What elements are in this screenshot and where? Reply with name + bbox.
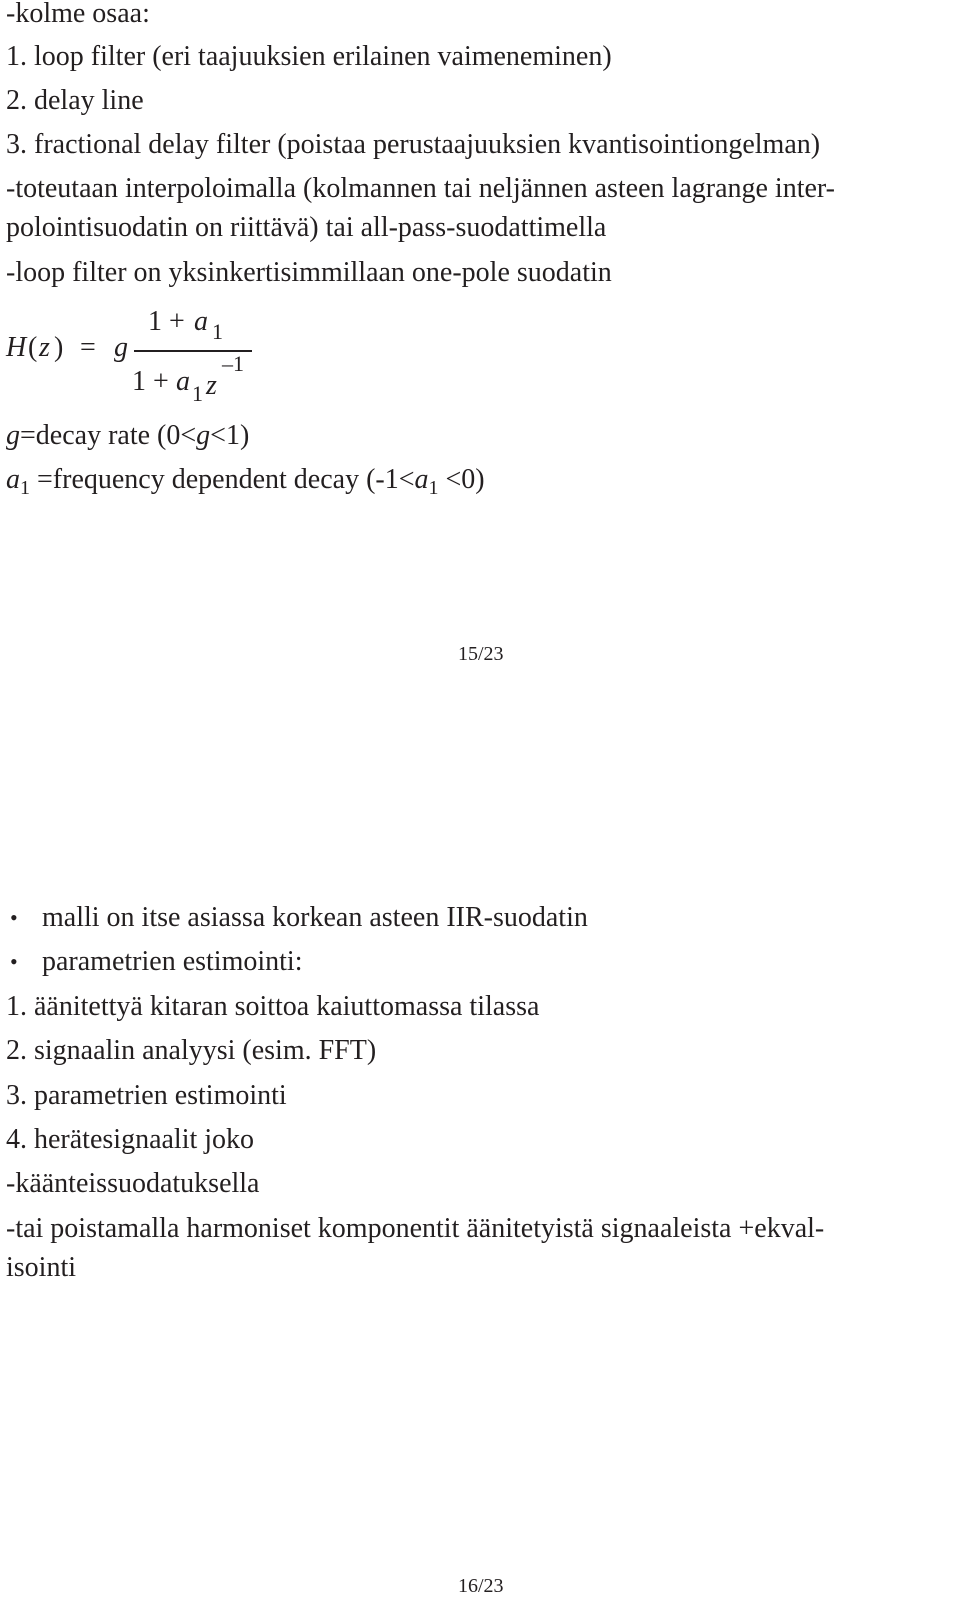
var-a-sub: 1 <box>428 477 439 499</box>
formula-denominator-z: z <box>206 370 217 401</box>
text-line: -kolme osaa: <box>6 0 150 29</box>
text-line: 1. loop filter (eri taajuuksien erilainen vaimeneminen) <box>6 41 612 72</box>
formula-g: g <box>114 332 128 363</box>
definition-text: <1) <box>210 420 250 451</box>
definition-a1 <box>6 464 485 498</box>
formula-z: z <box>39 332 50 363</box>
bullet-item: parametrien estimointi: <box>42 946 303 977</box>
var-a: a <box>414 464 429 495</box>
text-line: polointisuodatin on riittävä) tai all-pass-suodattimella <box>6 212 607 243</box>
formula-numerator-sub: 1 <box>212 319 223 344</box>
formula-denominator-exp: –1 <box>222 351 244 376</box>
formula-H: H <box>6 332 27 363</box>
transfer-function-formula <box>6 308 266 418</box>
formula-paren: ) <box>54 332 64 363</box>
bullet-icon: • <box>10 949 18 974</box>
definition-text: =decay rate (0< <box>20 420 197 451</box>
text-line: -käänteissuodatuksella <box>6 1168 260 1199</box>
definition-text: =frequency dependent decay (-1< <box>30 464 415 495</box>
formula-numerator-a: a <box>194 306 208 337</box>
formula-denominator-a: a <box>176 366 190 397</box>
formula-denominator-one: 1 + <box>132 366 169 397</box>
definition-text: <0) <box>438 464 485 495</box>
formula-numerator-one: 1 + <box>148 306 185 337</box>
text-line: 3. parametrien estimointi <box>6 1080 287 1111</box>
definition-g <box>6 420 249 452</box>
var-g: g <box>196 420 211 451</box>
var-a-sub: 1 <box>20 477 30 499</box>
text-line: isointi <box>6 1252 77 1283</box>
formula-paren: ( <box>28 332 38 363</box>
text-line: 1. äänitettyä kitaran soittoa kaiuttomassa tilassa <box>6 991 540 1022</box>
text-line: -toteutaan interpoloimalla (kolmannen tai neljännen asteen lagrange inter- <box>6 173 835 204</box>
text-line: -tai poistamalla harmoniset komponentit äänitetyistä signaaleista +ekval- <box>6 1213 825 1244</box>
text-line: 2. signaalin analyysi (esim. FFT) <box>6 1035 377 1066</box>
text-line: 3. fractional delay filter (poistaa perustaajuuksien kvantisointiongelman) <box>6 129 821 160</box>
bullet-item: malli on itse asiassa korkean asteen IIR-suodatin <box>42 902 588 933</box>
text-line: 2. delay line <box>6 85 144 116</box>
bullet-icon: • <box>10 905 18 930</box>
var-a: a <box>6 464 20 495</box>
text-line: -loop filter on yksinkertisimmillaan one-pole suodatin <box>6 257 612 288</box>
text-line: 4. herätesignaalit joko <box>6 1124 255 1155</box>
var-g: g <box>6 420 20 451</box>
page-number: 16/23 <box>458 1575 504 1597</box>
page-number: 15/23 <box>458 643 504 665</box>
formula-equals: = <box>80 332 96 363</box>
formula-denominator-sub: 1 <box>192 381 203 406</box>
